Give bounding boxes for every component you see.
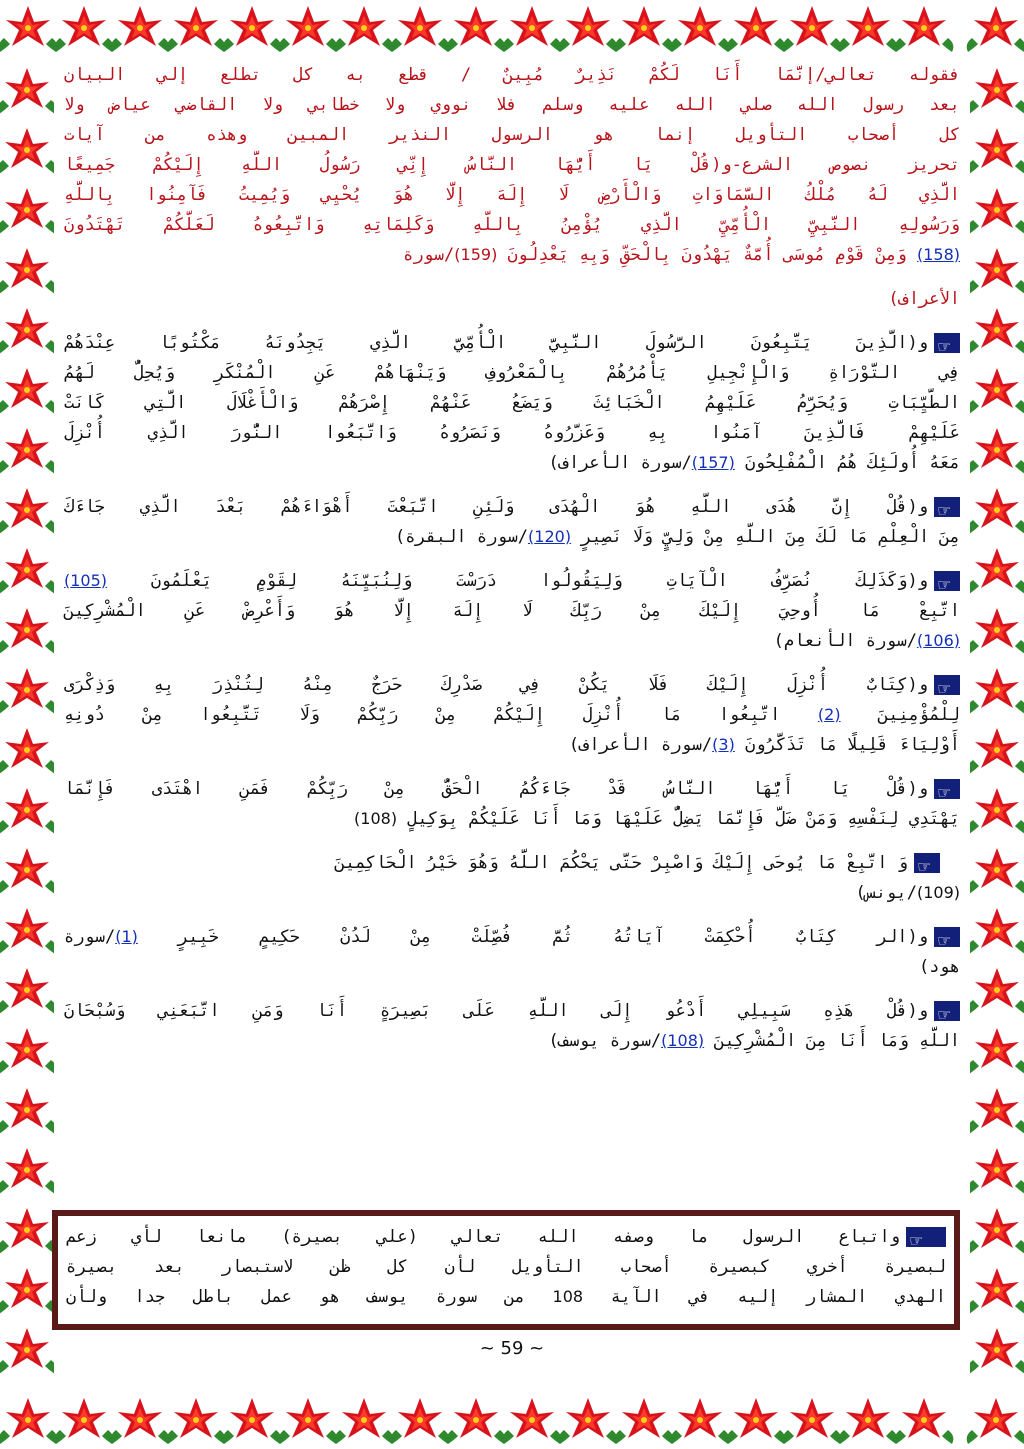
text-line: تحريز نصوص الشرع-و(قُلْ يَا أَيُّهَا النَّاسُ إِنِّي رَسُولُ اللَّهِ إِلَيْكُمْ جَمِيعًا — [64, 155, 960, 175]
verse-text: و(الَّذِينَ يَتَّبِعُونَ الرَّسُولَ النَّبِيَّ الْأُمِّيَّ الَّذِي يَجِدُونَهُ مَكْتُوبًا عِنْدَهُمْ — [64, 333, 928, 353]
page-body — [64, 60, 960, 1390]
pointing-hand-icon — [934, 779, 960, 799]
verse-number-link[interactable]: (105) — [64, 571, 108, 590]
verse-block — [64, 774, 960, 834]
poinsettia-border-left — [0, 0, 54, 1449]
pointing-hand-icon — [934, 675, 960, 695]
pointing-hand-icon — [934, 333, 960, 353]
verse-text: يَهْتَدِي لِنَفْسِهِ وَمَنْ ضَلَّ فَإِنَّمَا يَضِلُّ عَلَيْهَا وَمَا أَنَا عَلَيْكُمْ بِوَكِيلٍ — [397, 809, 960, 829]
verse-text: لِلْمُؤْمِنِينَ — [840, 705, 960, 725]
verse-number-link[interactable]: (120) — [528, 527, 572, 546]
page-number: ~ 59 ~ — [479, 1338, 545, 1359]
verse-text: اتَّبِعْ مَا أُوحِيَ إِلَيْكَ مِنْ رَبِّكَ لَا إِلَهَ إِلَّا هُوَ وَأَعْرِضْ عَنِ الْمُشْرِكِينَ — [64, 601, 960, 621]
note-box — [52, 1210, 960, 1330]
verse-text: و(كِتَابٌ أُنْزِلَ إِلَيْكَ فَلَا يَكُنْ فِي صَدْرِكَ حَرَجٌ مِنْهُ لِتُنْذِرَ بِهِ وَذِكْرَى — [64, 675, 928, 695]
double-pointing-hand-icon — [906, 1227, 946, 1247]
verse-number: 108 — [552, 1287, 584, 1306]
note-text: لبصيرة أخري كبصيرة أصحاب التأويل لأن كل ظن لاستبصار بعد بصيرة — [66, 1257, 946, 1277]
verse-text: و(قُلْ إِنَّ هُدَى اللَّهِ هُوَ الْهُدَى وَلَئِنِ اتَّبَعْتَ أَهْوَاءَهُمْ بَعْدَ الَّذِي جَاءَكَ — [64, 497, 928, 517]
surah-ref: هود) — [919, 957, 960, 977]
surah-ref: /يونس) — [855, 883, 917, 903]
verse-text: و(قُلْ يَا أَيُّهَا النَّاسُ قَدْ جَاءَكُمُ الْحَقُّ مِنْ رَبِّكُمْ فَمَنِ اهْتَدَى فَإِنَّمَا — [64, 779, 928, 799]
verse-text: و(وَكَذَلِكَ نُصَرِّفُ الْآيَاتِ وَلِيَقُولُوا دَرَسْتَ وَلِنُبَيِّنَهُ لِقَوْمٍ يَعْلَمُونَ — [107, 571, 928, 591]
verse-number-link[interactable]: (2) — [817, 705, 841, 724]
text-line: بعد رسول الله صلي الله عليه وسلم فلا نووي ولا خطابي ولا القاضي عياض ولا — [64, 95, 960, 115]
verse-block — [64, 922, 960, 982]
surah-name: الأعراف) — [888, 289, 960, 309]
note-text: واتباع الرسول ما وصفه الله تعالي (علي بصيرة) مانعا لأي زعم — [66, 1227, 900, 1247]
verse-block — [64, 848, 960, 908]
verse-number: (108) — [354, 809, 398, 828]
verse-number-link[interactable]: (1) — [115, 927, 138, 946]
poinsettia-border-right — [970, 0, 1024, 1449]
verse-text: مِنَ الْعِلْمِ مَا لَكَ مِنَ اللَّهِ مِنْ وَلِيٍّ وَلَا نَصِيرٍ — [571, 527, 960, 547]
surah-ref: /سورة الأنعام) — [773, 631, 917, 651]
pointing-hand-icon — [934, 497, 960, 517]
text-line — [64, 240, 960, 270]
verse-block — [64, 996, 960, 1056]
verse-text: فِي التَّوْرَاةِ وَالْإِنْجِيلِ يَأْمُرُهُمْ بِالْمَعْرُوفِ وَيَنْهَاهُمْ عَنِ الْمُنْكَرِ وَيُحِلُّ لَهُمُ — [64, 363, 960, 383]
verse-block — [64, 566, 960, 656]
pointing-hand-icon — [934, 571, 960, 591]
verse-number-link[interactable]: (106) — [916, 631, 960, 650]
surah-ref: /سورة الأعراف) — [568, 735, 713, 755]
verse-number-link[interactable]: (3) — [712, 735, 735, 754]
verse-text: و(قُلْ هَذِهِ سَبِيلِي أَدْعُو إِلَى اللَّهِ عَلَى بَصِيرَةٍ أَنَا وَمَنِ اتَّبَعَنِي وَسُبْحَانَ — [64, 1001, 928, 1021]
poinsettia-border-top — [0, 0, 1024, 54]
verse-text: مَعَهُ أُولَئِكَ هُمُ الْمُفْلِحُونَ — [734, 453, 960, 473]
text-line: فقوله تعالي/إنَّمَا أَنَا لَكُمْ نَذِيرٌ مُبِينٌ / قطع به كل تطلع إلي البيان — [64, 65, 960, 85]
surah-ref: /سورة — [64, 927, 116, 947]
verse-block — [64, 328, 960, 478]
verse-text: /سورة — [403, 245, 455, 265]
pointing-hand-icon — [914, 853, 940, 873]
poinsettia-border-bottom — [0, 1392, 1024, 1449]
text-line: الَّذِي لَهُ مُلْكُ السَّمَاوَاتِ وَالْأَرْضِ لَا إِلَهَ إِلَّا هُوَ يُحْيِي وَيُمِيتُ فَآمِنُوا بِاللَّهِ — [64, 185, 960, 205]
verse-number-link[interactable]: (157) — [691, 453, 735, 472]
verse-text: اتَّبِعُوا مَا أُنْزِلَ إِلَيْكُمْ مِنْ رَبِّكُمْ وَلَا تَتَّبِعُوا مِنْ دُونِهِ — [64, 705, 818, 725]
verse-number-link[interactable]: (108) — [661, 1031, 705, 1050]
surah-ref: /سورة يوسف) — [548, 1031, 662, 1051]
surah-ref: /سورة الأعراف) — [548, 453, 692, 473]
verse-number: (109) — [916, 883, 960, 902]
pointing-hand-icon — [934, 1001, 960, 1021]
verse-block — [64, 492, 960, 552]
text-line: وَرَسُولِهِ النَّبِيِّ الْأُمِّيِّ الَّذِي يُؤْمِنُ بِاللَّهِ وَكَلِمَاتِهِ وَاتَّبِعُوهُ لَعَلَّكُمْ تَهْتَدُونَ — [64, 215, 960, 235]
pointing-hand-icon — [934, 927, 960, 947]
surah-ref: /سورة البقرة) — [394, 527, 529, 547]
verse-text: وَ اتَّبِعْ مَا يُوحَى إِلَيْكَ وَاصْبِرْ حَتَّى يَحْكُمَ اللَّهُ وَهُوَ خَيْرُ الْحَاكِمِينَ — [334, 853, 908, 873]
verse-block — [64, 670, 960, 760]
text-line: كل أصحاب التأويل إنما هو الرسول النذير المبين وهذه من آيات — [64, 125, 960, 145]
verse-text: الطَّيِّبَاتِ وَيُحَرِّمُ عَلَيْهِمُ الْخَبَائِثَ وَيَضَعُ عَنْهُمْ إِصْرَهُمْ وَالْأَغْلَالَ الَّتِي كَانَتْ — [64, 393, 960, 413]
note-text: من سورة يوسف هو عمل باطل جدا ولأن — [66, 1287, 553, 1307]
verse-text: أَوْلِيَاءَ قَلِيلًا مَا تَذَكَّرُونَ — [734, 735, 960, 755]
verse-text: وَمِنْ قَوْمِ مُوسَى أُمَّةٌ يَهْدُونَ بِالْحَقِّ وَبِهِ يَعْدِلُونَ — [497, 245, 917, 265]
verse-text: عَلَيْهِمْ فَالَّذِينَ آمَنُوا بِهِ وَعَزَّرُوهُ وَنَصَرُوهُ وَاتَّبَعُوا النُّورَ الَّذِي أُنْزِلَ — [64, 423, 960, 443]
verse-number: (159) — [454, 245, 498, 264]
note-text: الهدي المشار إليه في الآية — [583, 1287, 946, 1307]
intro-paragraph — [64, 60, 960, 314]
verse-number-link[interactable]: (158) — [916, 245, 960, 264]
verse-text: اللَّهِ وَمَا أَنَا مِنَ الْمُشْرِكِينَ — [704, 1031, 960, 1051]
verse-text: و(الر كِتَابٌ أُحْكِمَتْ آيَاتُهُ ثُمَّ فُصِّلَتْ مِنْ لَدُنْ حَكِيمٍ خَبِيرٍ — [137, 927, 928, 947]
